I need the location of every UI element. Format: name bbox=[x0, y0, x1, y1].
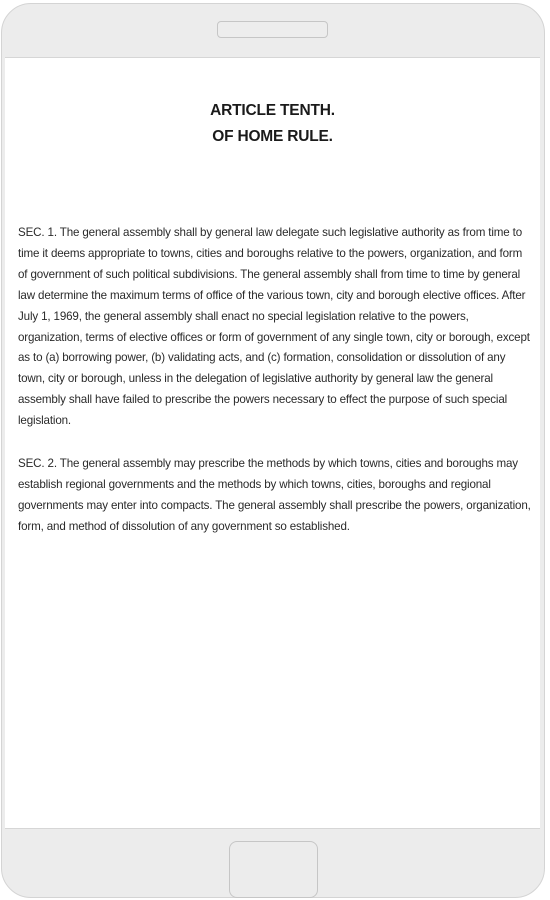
section-1-paragraph: SEC. 1. The general assembly shall by general law delegate such legislative authority as from time to time it deems appropriate to towns, cities and boroughs relative to the powers, organization, and form of government of such political subdivisions. The general assembly shall from time to time by general law determine the maximum terms of office of the various town, city and borough elective offices. After July 1, 1969, the general assembly shall enact no special legislation relative to the powers, organization, terms of elective offices or form of government of any single town, city or borough, except as to (a) borrowing power, (b) validating acts, and (c) formation, consolidation or dissolution of any town, city or borough, unless in the delegation of legislative authority by general law the general assembly shall have failed to prescribe the powers necessary to effect the purpose of such special legislation. bbox=[18, 226, 530, 428]
document-screen bbox=[5, 57, 540, 829]
article-subtitle: OF HOME RULE. bbox=[212, 128, 333, 145]
article-heading bbox=[5, 98, 540, 150]
home-button[interactable] bbox=[229, 841, 318, 898]
article-body bbox=[18, 223, 532, 560]
phone-frame bbox=[1, 3, 545, 898]
section-2-paragraph: SEC. 2. The general assembly may prescribe the methods by which towns, cities and boroughs may establish regional governments and the methods by which towns, cities, boroughs and regional governments may enter into compacts. The general assembly shall prescribe the powers, organization, form, and method of dissolution of any government so established. bbox=[18, 457, 531, 533]
speaker-slot bbox=[217, 21, 328, 38]
article-title: ARTICLE TENTH. bbox=[210, 102, 335, 119]
